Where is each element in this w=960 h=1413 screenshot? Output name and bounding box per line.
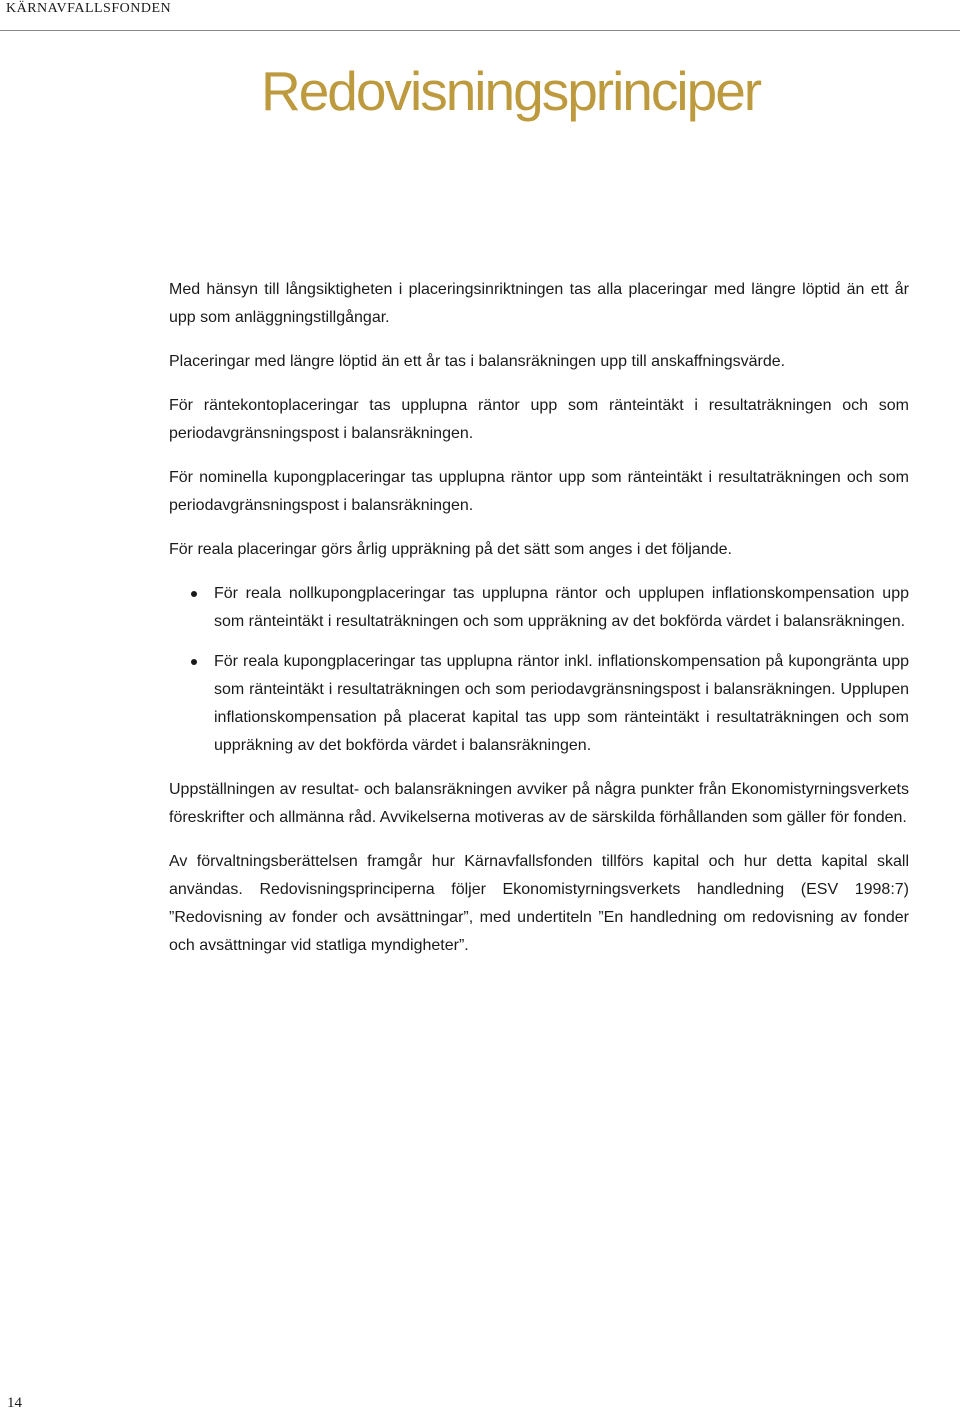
bullet-dot-icon <box>191 591 197 597</box>
page-number: 14 <box>7 1395 22 1411</box>
bullet-item-real-coupon <box>169 648 909 760</box>
paragraph-interest-account: För räntekontoplaceringar tas upplupna räntor upp som ränteintäkt i resultaträkningen och som periodavgränsningspost i balansräkningen. <box>169 397 909 442</box>
paragraph-nominal-coupon: För nominella kupongplaceringar tas upplupna räntor upp som ränteintäkt i resultaträkningen och som periodavgränsningspost i balansräkningen. <box>169 469 909 514</box>
page-title: Redovisningsprinciper <box>261 60 761 122</box>
header-divider <box>0 30 960 31</box>
paragraph-acquisition-value: Placeringar med längre löptid än ett år tas i balansräkningen upp till anskaffningsvärde. <box>169 353 786 370</box>
paragraph-deviation: Uppställningen av resultat- och balansräkningen avviker på några punkter från Ekonomistyrningsverkets föreskrifter och allmänna råd. Avvikelserna motiveras av de särskilda förhållanden som gäller för fonden. <box>169 781 909 826</box>
paragraph-long-term: Med hänsyn till långsiktigheten i placeringsinriktningen tas alla placeringar med längre löptid än ett år upp som anläggningstillgångar. <box>169 281 909 326</box>
bullet-list <box>169 580 909 760</box>
paragraph-real-placements: För reala placeringar görs årlig uppräkning på det sätt som anges i det följande. <box>169 541 732 558</box>
body-text <box>169 276 909 976</box>
paragraph-management-report: Av förvaltningsberättelsen framgår hur Kärnavfallsfonden tillförs kapital och hur detta kapital skall användas. Redovisningsprinciperna följer Ekonomistyrningsverkets handledning (ESV 1998:7) ”Redovisning av fonder och avsättningar”, med undertiteln ”En handledning om redovisning av fonder och avsättningar vid statliga myndigheter”. <box>169 853 909 954</box>
bullet-text: För reala nollkupongplaceringar tas upplupna räntor och upplupen inflationskompensation upp som ränteintäkt i resultaträkningen och som uppräkning av det bokförda värdet i balansräkningen. <box>214 585 909 630</box>
bullet-dot-icon <box>191 659 197 665</box>
bullet-text: För reala kupongplaceringar tas upplupna räntor inkl. inflationskompensation på kupongränta upp som ränteintäkt i resultaträkningen och som periodavgränsningspost i balansräkningen. Upplupen inflationskompensation på placerat kapital tas upp som ränteintäkt i resultaträkningen och som uppräkning av det bokförda värdet i balansräkningen. <box>214 653 909 754</box>
bullet-item-zero-coupon <box>169 580 909 636</box>
running-header: KÄRNAVFALLSFONDEN <box>6 1 172 16</box>
